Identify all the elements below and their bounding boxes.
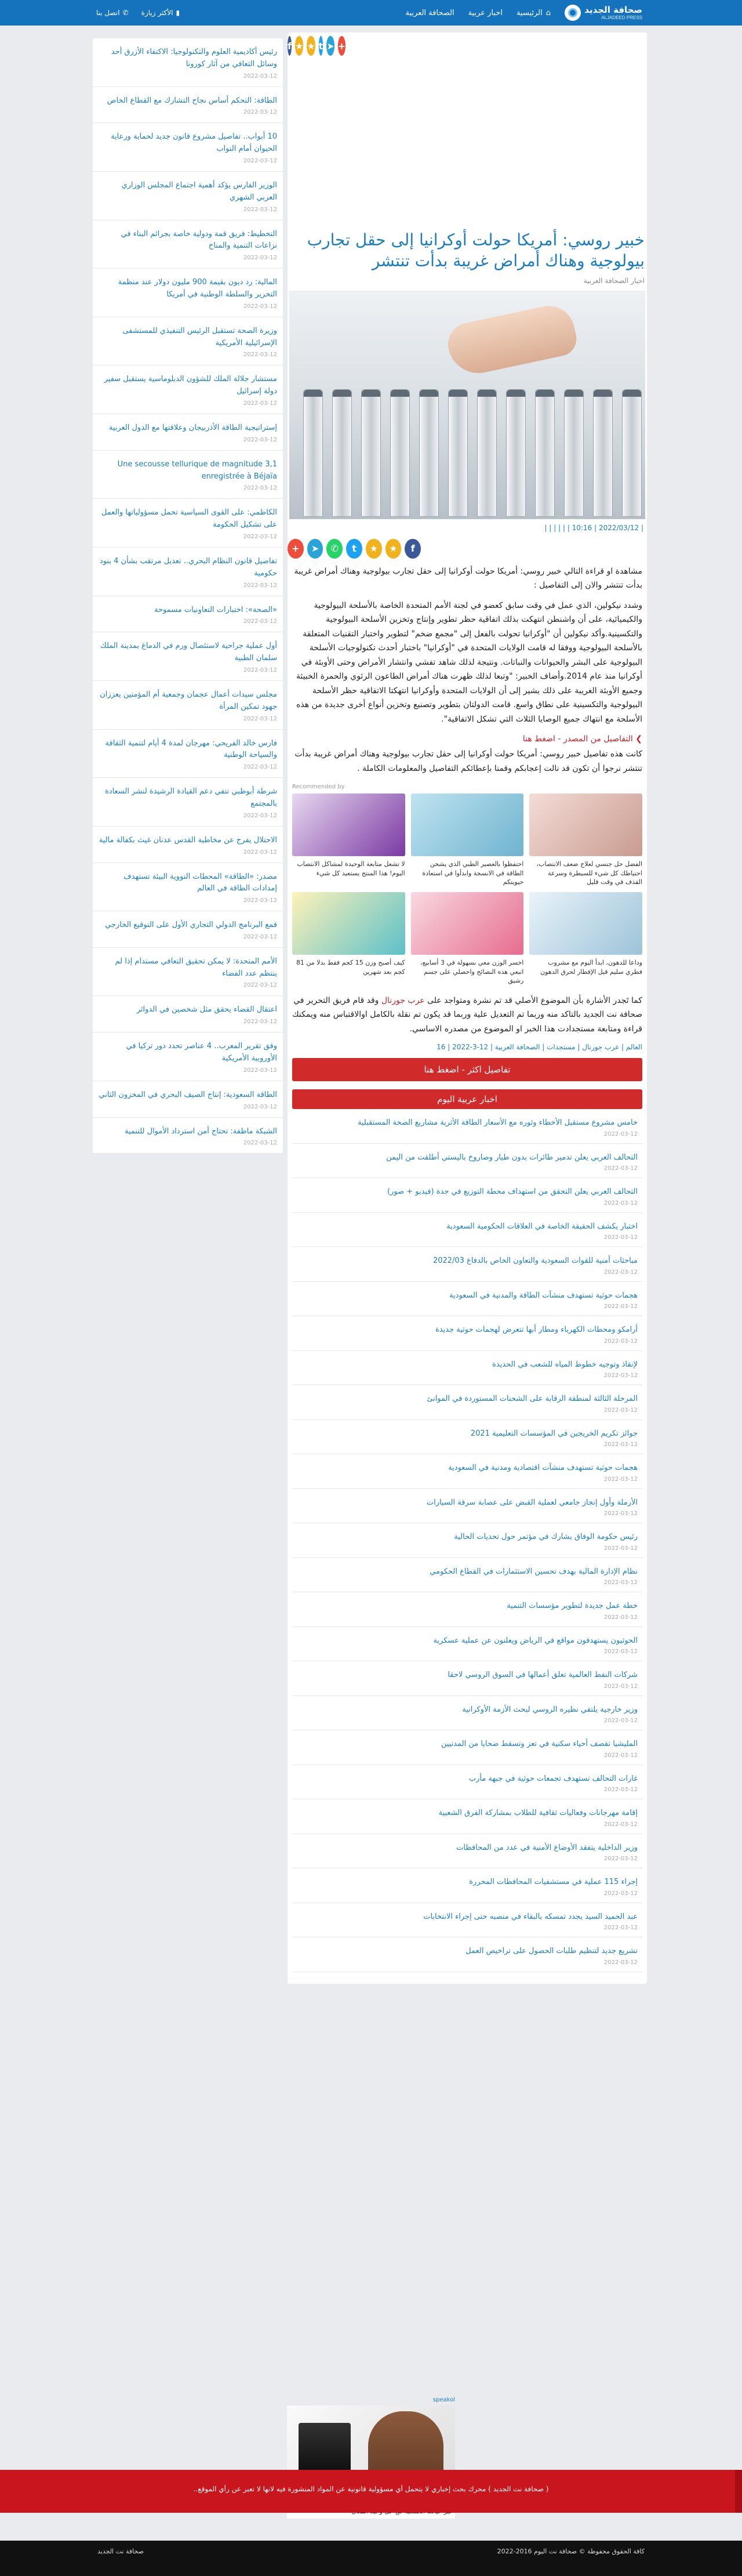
sidebar-news-title: إستراتيجية الطاقة الأذربيجان وعلاقتها مع الدول العربية xyxy=(108,423,277,432)
ad-card[interactable]: اخسر الوزن معي بسهولة في 3 أسابيع، اتبعي هذه النصائح واحصلي على جسم رشيق xyxy=(411,892,524,985)
sidebar-news-date: 2022-03-12 xyxy=(243,982,277,989)
site-subtitle: ALJADEED PRESS xyxy=(601,15,642,20)
related-item[interactable] xyxy=(292,1868,642,1903)
sidebar-news-title: الكاظمي: على القوى السياسية تحمل مسؤولياتها والعمل على تشكيل الحكومة xyxy=(101,508,277,530)
sidebar-news-item[interactable] xyxy=(93,632,283,681)
closing-b: كما تَجدر الأشارة بأن الموضوع الأصلي قد تم نشرة ومتواجد على عرب جورنال وقد قام فريق التحرير في صحافة نت الجديد بالتاكد منه وربما تم التعديل علية وربما قد يكون تم نقلة بالكامل اوالاقتباس منه ويمكنك قراءة ومتابعة مستجدادت هذا الخبر او الموضوع من مصدره الاساسي. xyxy=(292,995,642,1034)
article-meta: | 2022/03/12 | 10:16 | | | | | | xyxy=(544,523,643,532)
sidebar-news-title: مستشار جلالة الملك للشؤون الدبلوماسية يستقبل سفير دولة إسرائيل xyxy=(104,375,277,396)
related-date: 2022-03-12 xyxy=(603,1925,638,1932)
ad-space xyxy=(288,56,647,230)
article-column xyxy=(288,32,647,1984)
nav-arab-press[interactable]: الصحافة العربية xyxy=(405,8,454,17)
related-title: إجراء 115 عملية في مستشفيات المحافظات المحررة xyxy=(469,1878,638,1887)
sidebar-news-title: Une secousse tellurique de magnitude 3,1 enregistrée à Béjaïa xyxy=(117,459,277,481)
sidebar-news-date: 2022-03-12 xyxy=(243,666,277,673)
more-details-button[interactable]: تفاصيل اكثر - اضغط هنا xyxy=(292,1058,642,1081)
twitter-icon[interactable]: t xyxy=(346,539,362,559)
sidebar-news-item[interactable] xyxy=(93,948,283,997)
sidebar-news-date: 2022-03-12 xyxy=(243,73,277,79)
sidebar-news-date: 2022-03-12 xyxy=(243,157,277,164)
sidebar-news-date: 2022-03-12 xyxy=(243,618,277,625)
related-title: خطة عمل جديدة لتطوير مؤسسات التنمية xyxy=(507,1602,638,1611)
sidebar-news-title: الشبكة ماظفة: تحتاج أمن استرداد الأموال للتنمية xyxy=(124,1126,277,1136)
ad-card[interactable]: احتفظوا بالعصير الطبي الذي يشحن الطاقة في الانسجة وابدأوا في استعادة حيويتكم xyxy=(411,794,524,886)
ad-card[interactable]: الفضل حل جنسي لعلاج ضعف الانتصاب، احتياطك كل شيء للسيطرة وسرعة القذف في وقت قليل xyxy=(529,794,642,886)
sidebar-news-item[interactable] xyxy=(93,596,283,633)
related-date: 2022-03-12 xyxy=(603,1165,638,1172)
sidebar-news-title: التخطيط: فريق قمة ودولية خاصة بجرائم البناء في نزاعات التنمية والمناخ xyxy=(121,229,277,251)
sidebar-news-item[interactable] xyxy=(93,863,283,912)
sidebar-news-date: 2022-03-12 xyxy=(243,206,277,213)
sidebar-news-item[interactable] xyxy=(93,499,283,548)
sidebar-news-date: 2022-03-12 xyxy=(243,933,277,940)
related-title: لإنقاذ وتوجيه خطوط المياه للشعب في الحديدة xyxy=(492,1360,638,1369)
ad-card[interactable]: لا تشعل متابعة الوحيدة لمشاكل الانتصاب اليوم! هذا المنتج يستعيد كل شيء xyxy=(292,794,405,886)
phone-icon: ✆ xyxy=(122,9,129,17)
star-icon[interactable]: ★ xyxy=(385,539,402,559)
related-list xyxy=(288,1109,647,1972)
twitter-icon[interactable]: t xyxy=(319,36,323,56)
related-title: التحالف العربي يعلن التحقق من استهداف محطة التوزيع في جدة (فيديو + صور) xyxy=(387,1187,638,1197)
related-date: 2022-03-12 xyxy=(603,1787,638,1794)
logo-icon xyxy=(565,5,581,21)
sidebar-news-date: 2022-03-12 xyxy=(243,303,277,310)
sidebar-news-date: 2022-03-12 xyxy=(243,812,277,819)
sidebar-news-date: 2022-03-12 xyxy=(243,436,277,443)
related-header: اخبار عربية اليوم xyxy=(292,1089,642,1109)
related-date: 2022-03-12 xyxy=(603,1856,638,1863)
related-date: 2022-03-12 xyxy=(603,1131,638,1137)
article-intro: مشاهدة او قراءة التالي خبير روسي: أمريكا حولت أوكرانيا إلى حقل تجارب بيولوجية وهناك أمراض غريبة بدأت تنتشر والان إلى التفاصيل : xyxy=(294,566,642,590)
related-title: هجمات حوثية تستهدف منشآت الطاقة والمدنية في السعودية xyxy=(449,1291,638,1300)
related-title: المليشيا تقصف أحياء سكنية في تعز وتسقط ضحايا من المدنيين xyxy=(441,1740,638,1749)
source-link[interactable]: عرب جورنال xyxy=(381,995,425,1005)
share-bar-mid xyxy=(288,537,647,564)
related-date: 2022-03-12 xyxy=(603,1890,638,1897)
chevron-icon: ❯ xyxy=(632,734,642,744)
sidebar-news-item[interactable] xyxy=(93,269,283,317)
article-image xyxy=(289,291,645,519)
sidebar-news-title: المالية: رد ديون بقيمة 900 مليون دولار عند منظمة التحرير والسلطة الوطنية في أمريكا xyxy=(118,278,277,299)
related-title: رئيس حكومة الوفاق يشارك في مؤتمر حول تحديات الحالية xyxy=(454,1532,638,1542)
sidebar-news-title: الوزير الفارس يؤكد أهمية اجتماع المجلس الوزاري العربي الشهري xyxy=(121,180,277,202)
related-date: 2022-03-12 xyxy=(603,1752,638,1759)
site-logo[interactable] xyxy=(565,3,642,22)
star-icon[interactable]: ★ xyxy=(366,539,382,559)
related-item[interactable] xyxy=(292,1351,642,1386)
sidebar xyxy=(93,38,283,1154)
sidebar-news-date: 2022-03-12 xyxy=(243,533,277,540)
related-item[interactable] xyxy=(292,1144,642,1179)
related-item[interactable] xyxy=(292,1109,642,1144)
sidebar-news-title: اعتقال القضاء يحقق مثل شخصين في الدوائر xyxy=(136,1005,277,1015)
sidebar-news-title: رئيس أكاديمية العلوم والتكنولوجيا: الاكتفاء الأزرق أحد وسائل التعافي من آثار كورونا xyxy=(111,48,277,68)
related-date: 2022-03-12 xyxy=(603,1476,638,1483)
related-date: 2022-03-12 xyxy=(603,1338,638,1345)
nav-most-visited[interactable]: ▮ الأكثر زيارة xyxy=(141,9,180,17)
related-item[interactable] xyxy=(292,1213,642,1248)
sidebar-news-item[interactable] xyxy=(93,172,283,220)
related-title: إقامة مهرجانات وفعاليات ثقافية للطلاب بمشاركة الفرق الشعبية xyxy=(438,1809,638,1818)
ads-label: Recommended by xyxy=(292,784,345,791)
related-title: أرامكو ومحطات الكهرباء ومطار أبها تتعرض لهجمات حوثية جديدة xyxy=(435,1325,638,1335)
related-date: 2022-03-12 xyxy=(603,1579,638,1586)
related-title: وزير الداخلية يتفقد الأوضاع الأمنية في عدد من المحافظات xyxy=(456,1843,638,1852)
sidebar-news-title: الأمم المتحدة: لا يمكن تحقيق التعافي مستدام إذا لم ينتظم عدد الفضاء xyxy=(115,957,277,978)
hand-illustration xyxy=(444,301,580,379)
related-title: هجمات حوثية تستهدف منشآت اقتصادية ومدنية في السعودية xyxy=(448,1463,638,1473)
sidebar-news-item[interactable] xyxy=(93,317,283,366)
ad-card[interactable]: وداعا للدهون، ابدأ اليوم مع مشروب فطري سليم قبل الإفطار لحرق الدهون xyxy=(529,892,642,985)
sidebar-news-item[interactable] xyxy=(93,1081,283,1118)
sidebar-news-title: مصدر: «الطاقة» المحطات النووية البيئة تستهدف إمدادات الطاقة في العالم xyxy=(123,872,277,893)
related-date: 2022-03-12 xyxy=(603,1200,638,1207)
related-title: الأرملة وأول إنجاز جامعي لعملية القبض على عصابة سرقة السيارات xyxy=(426,1498,638,1507)
related-title: عبد الحميد السيد يجدد تمسكه بالبقاء في منصبه حتى إجراء الانتخابات xyxy=(423,1912,638,1921)
related-item[interactable] xyxy=(292,1592,642,1627)
related-item[interactable] xyxy=(292,1799,642,1834)
related-date: 2022-03-12 xyxy=(603,1269,638,1276)
facebook-icon[interactable]: f xyxy=(288,36,292,56)
sidebar-news-item[interactable] xyxy=(93,220,283,269)
recommended-ads xyxy=(292,784,642,985)
nav-home[interactable]: ⌂ الرئيسية xyxy=(516,8,551,17)
sidebar-news-date: 2022-03-12 xyxy=(243,485,277,492)
sidebar-news-title: شرطة أبوظبي تنفي دعم القيادة الرشيدة لنشر السعادة بالمجتمع xyxy=(105,787,277,808)
sidebar-news-item[interactable] xyxy=(93,414,283,451)
related-item[interactable] xyxy=(292,1937,642,1972)
sidebar-news-title: «الصحة»: اختبارات التعاونيات مسموحة xyxy=(154,605,277,614)
related-title: الحوثيون يستهدفون مواقع في الرياض ويعلنون عن عملية عسكرية xyxy=(433,1636,638,1645)
home-icon: ⌂ xyxy=(545,8,551,17)
sidebar-news-title: الطاقة: التحكم أساس نجاح التشارك مع القطاع الخاص xyxy=(107,96,277,105)
sidebar-news-item[interactable] xyxy=(93,730,283,778)
sidebar-news-title: أول عملية جراحية لاستئصال ورم في الدماغ بمدينة الملك سلمان الطبية xyxy=(100,642,277,663)
plus-icon[interactable]: + xyxy=(338,36,345,56)
ticker-text: ( صحافة نت الجديد ) محرك بحث إخباري لا يتحمل أي مسؤولية قانونية عن المواد المنشورة فيه لانها لا تعبر عن رأي الموقع.. xyxy=(193,2485,549,2493)
article-tags[interactable]: العالم | عرب جورنال | مستجدات | الصحافة العربية | 12-3-2022 | 16 xyxy=(437,1043,642,1052)
share-bar-top xyxy=(288,32,647,56)
star-icon[interactable]: ★ xyxy=(295,36,303,56)
related-item[interactable] xyxy=(292,1661,642,1696)
related-item[interactable] xyxy=(292,1454,642,1489)
sidebar-news-date: 2022-03-12 xyxy=(243,1067,277,1074)
related-title: المرحلة الثالثة لمنطقة الرقابة على الشحنات المستوردة في الموانئ xyxy=(427,1394,638,1404)
ad-card[interactable]: كيف أصبح وزن 15 كجم فقط بدلا من 81 كجم بعد شهرين xyxy=(292,892,405,985)
sidebar-news-title: وزيرة الصحة تستقبل الرئيس التنفيذي للمستشفى الإسرائيلية الأمريكية xyxy=(122,326,277,347)
sidebar-news-date: 2022-03-12 xyxy=(243,764,277,771)
related-item[interactable] xyxy=(292,1903,642,1938)
related-item[interactable] xyxy=(292,1282,642,1317)
sidebar-news-item[interactable] xyxy=(93,451,283,499)
related-item[interactable] xyxy=(292,1696,642,1731)
sidebar-list xyxy=(93,38,283,1154)
details-link[interactable]: ❯ التفاصيل من المصدر - اضغط هنا xyxy=(522,734,642,744)
related-date: 2022-03-12 xyxy=(603,1372,638,1379)
sidebar-news-title: مجلس سيدات أعمال عجمان وجمعية أم المؤمنين يعززان جهود تمكين المرأة xyxy=(100,690,277,711)
sidebar-news-title: قمع البرنامج الدولي التجاري الأول على التوقيع الخارجي xyxy=(105,921,277,930)
related-item[interactable] xyxy=(292,1420,642,1455)
sidebar-news-item[interactable] xyxy=(93,681,283,730)
sidebar-news-title: 10 أبواب.. تفاصيل مشروع قانون جديد لحماية ورعاية الحيوان أمام النواب xyxy=(111,132,277,154)
related-item[interactable] xyxy=(292,1178,642,1213)
related-title: تشريع جديد لتنظيم طلبات الحصول على تراخيص العمل xyxy=(465,1947,638,1956)
plus-icon[interactable]: + xyxy=(288,539,304,559)
sidebar-news-date: 2022-03-12 xyxy=(243,715,277,722)
star-icon[interactable]: ★ xyxy=(307,36,315,56)
related-title: جوائز تكريم الخريجين في المؤسسات التعليمية 2021 xyxy=(470,1429,638,1438)
sidebar-news-date: 2022-03-12 xyxy=(243,1103,277,1110)
related-title: نظام الإدارة المالية بهدف تحسين الاستثمارات في القطاع الحكومي xyxy=(430,1567,638,1576)
sidebar-news-item[interactable] xyxy=(93,996,283,1032)
sidebar-news-date: 2022-03-12 xyxy=(243,352,277,358)
article-source[interactable]: اخبار الصحافة العربية xyxy=(583,276,645,285)
related-date: 2022-03-12 xyxy=(603,1407,638,1414)
related-item[interactable] xyxy=(292,1627,642,1662)
sidebar-news-item[interactable] xyxy=(93,1032,283,1081)
top-navbar xyxy=(0,0,742,26)
sidebar-news-item[interactable] xyxy=(93,365,283,414)
related-item[interactable] xyxy=(292,1489,642,1524)
sidebar-news-item[interactable] xyxy=(93,778,283,827)
sidebar-news-item[interactable] xyxy=(93,87,283,124)
related-title: التحالف العربي يعلن تدمير طائرات بدون طيار وصاروخ باليستي أطلقت من اليمن xyxy=(386,1153,638,1162)
footer xyxy=(0,2541,742,2576)
footer-rights: كافة الحقوق محفوظة © صحافة نت اليوم 2016-2022 xyxy=(497,2548,645,2555)
whatsapp-icon[interactable]: ✆ xyxy=(326,539,343,559)
related-date: 2022-03-12 xyxy=(603,1441,638,1448)
related-date: 2022-03-12 xyxy=(603,1718,638,1724)
sidebar-news-title: فارس خالد الفريحي: مهرجان لمدة 4 أيام لتنمية الثقافة والسياحة الوطنية xyxy=(105,738,277,760)
related-date: 2022-03-12 xyxy=(603,1614,638,1621)
related-date: 2022-03-12 xyxy=(603,1683,638,1690)
related-title: شركات النفط العالمية تعلق أعمالها في السوق الروسي لاحقا xyxy=(448,1671,638,1680)
related-item[interactable] xyxy=(292,1385,642,1420)
sidebar-news-title: وفق تقرير المعرب.. 4 عناصر تحدد دور تركيا في الأوروبية الأمريكية xyxy=(126,1042,277,1063)
sidebar-news-title: الاحتلال يفرج عن مخاطبة القدس عدنان غيث بكفالة مالية xyxy=(99,835,277,845)
sidebar-news-item[interactable] xyxy=(93,123,283,172)
telegram-icon[interactable]: ➤ xyxy=(307,539,323,559)
related-date: 2022-03-12 xyxy=(603,1821,638,1828)
sidebar-news-date: 2022-03-12 xyxy=(243,849,277,856)
site-name: صحافة الجديد xyxy=(584,5,642,16)
related-date: 2022-03-12 xyxy=(603,1649,638,1655)
chart-icon: ▮ xyxy=(176,9,180,17)
related-title: اختبار يكشف الحقيقة الخاصة في العلاقات الحكومية السعودية xyxy=(446,1222,638,1231)
sidebar-news-date: 2022-03-12 xyxy=(243,582,277,589)
article-body: وشدد نيكولين، الذي عمل في وقت سابق كعضو في لجنة الأمم المتحدة الخاصة بالأسلحة البيولوجية والكيميائية، على أن واشنطن انتهكت بذلك اتفاقية حظر تطوير وإنتاج وتخزين الأسلحة البيولوجية والتكسينية.وأكد نيكولين أن "أوكرانيا تحولت بالفعل إلى "مجمع ضخم" لتطوير واختبار التقنيات المتعلقة بالأسلحة البيولوجية ووفقا له قامت الولايات المتحدة في "أوكرانيا" باختبار أحدث تكنولوجيات الأسلحة البيولوجية على البشر والحيوانات والنباتات. ونتيجة لذلك شاهد تفشي وانتشار الأمراض وحتى الأوبئة في أوكرانيا منذ عام 2014.وأضاف الخبير: "وتبعا لذلك ظهرت هناك أمراض الطاعون الرئوي والحمرة الخبيثة وجميع الأوبئة الغريبة على ذلك يشير إلى أن الولايات المتحدة وأوكرانيا انتهكتا الاتفاقية حظر الأسلحة البيولوجية والتكسينية على نطاق واسع. قامت الدولتان بتطوير وتصنيع وتخزين أنواع أخرى جديدة من هذه الأسلحة مع انتهاك جميع الوصايا الثلاث التي تشكل الاتفاقية". xyxy=(296,600,642,724)
related-item[interactable] xyxy=(292,1730,642,1765)
sidebar-news-item[interactable] xyxy=(93,548,283,596)
closing-a: كانت هذه تفاصيل خبير روسي: أمريكا حولت أوكرانيا إلى حقل تجارب بيولوجية وهناك أمراض غريبة بدأت تنتشر نرجوا أن تكون قد نالت إعجابكم وقمنا بإعطائكم التفاصيل والمعلومات الكاملة . xyxy=(294,749,642,773)
sidebar-news-date: 2022-03-12 xyxy=(243,255,277,262)
related-date: 2022-03-12 xyxy=(603,1303,638,1310)
sidebar-news-item[interactable] xyxy=(93,911,283,948)
sidebar-news-title: الطاقة السعودية: إنتاج الصيف البحري في المخزون الثاني xyxy=(99,1090,277,1099)
related-date: 2022-03-12 xyxy=(603,1545,638,1552)
footer-left[interactable]: صحافة نت الجديد xyxy=(97,2548,144,2555)
related-title: غارات التحالف تستهدف تجمعات حوثية في جبهة مأرب xyxy=(468,1774,638,1783)
related-date: 2022-03-12 xyxy=(603,1234,638,1241)
sidebar-news-date: 2022-03-12 xyxy=(243,1019,277,1026)
disclaimer-ticker xyxy=(0,2470,742,2513)
sidebar-news-date: 2022-03-12 xyxy=(243,109,277,116)
nav-contact[interactable]: ✆ اتصل بنا xyxy=(96,9,129,17)
facebook-icon[interactable]: f xyxy=(405,539,421,559)
related-title: وزير خارجية يلتقي نظيره الروسي لبحث الأزمة الأوكرانية xyxy=(462,1705,638,1714)
main-menu xyxy=(406,0,551,26)
related-date: 2022-03-12 xyxy=(603,1959,638,1966)
bottom-ad-label: speakol xyxy=(432,2397,455,2403)
related-title: خامس مشروع مستقبل الأخطاء وثوره مع الأسعار الطاقة الأثرية مشاريع الصحة المستقبلية xyxy=(357,1118,638,1128)
nav-arab-news[interactable]: اخبار عربية xyxy=(468,8,503,17)
sidebar-news-date: 2022-03-12 xyxy=(243,1140,277,1147)
sidebar-news-date: 2022-03-12 xyxy=(243,400,277,407)
related-item[interactable] xyxy=(292,1558,642,1593)
article-title: خبير روسي: أمريكا حولت أوكرانيا إلى حقل تجارب بيولوجية وهناك أمراض غريبة بدأت تنتشر xyxy=(307,230,645,271)
related-item[interactable] xyxy=(292,1765,642,1800)
sidebar-news-item[interactable] xyxy=(93,827,283,863)
secondary-menu xyxy=(96,0,180,26)
sidebar-news-item[interactable] xyxy=(93,38,283,87)
related-item[interactable] xyxy=(292,1316,642,1351)
related-date: 2022-03-12 xyxy=(603,1510,638,1517)
sidebar-news-item[interactable] xyxy=(93,1118,283,1154)
related-item[interactable] xyxy=(292,1523,642,1558)
related-title: مباحثات أمنية للقوات السعودية والتعاون الخاص بالدفاع 2022/03 xyxy=(432,1256,638,1266)
sidebar-news-date: 2022-03-12 xyxy=(243,897,277,904)
sidebar-news-title: تفاصيل قانون النظام البحري.. تعديل مرتقب بشأن 4 بنود حكومية xyxy=(99,556,277,578)
related-item[interactable] xyxy=(292,1834,642,1869)
telegram-icon[interactable]: ➤ xyxy=(326,36,334,56)
related-item[interactable] xyxy=(292,1247,642,1282)
